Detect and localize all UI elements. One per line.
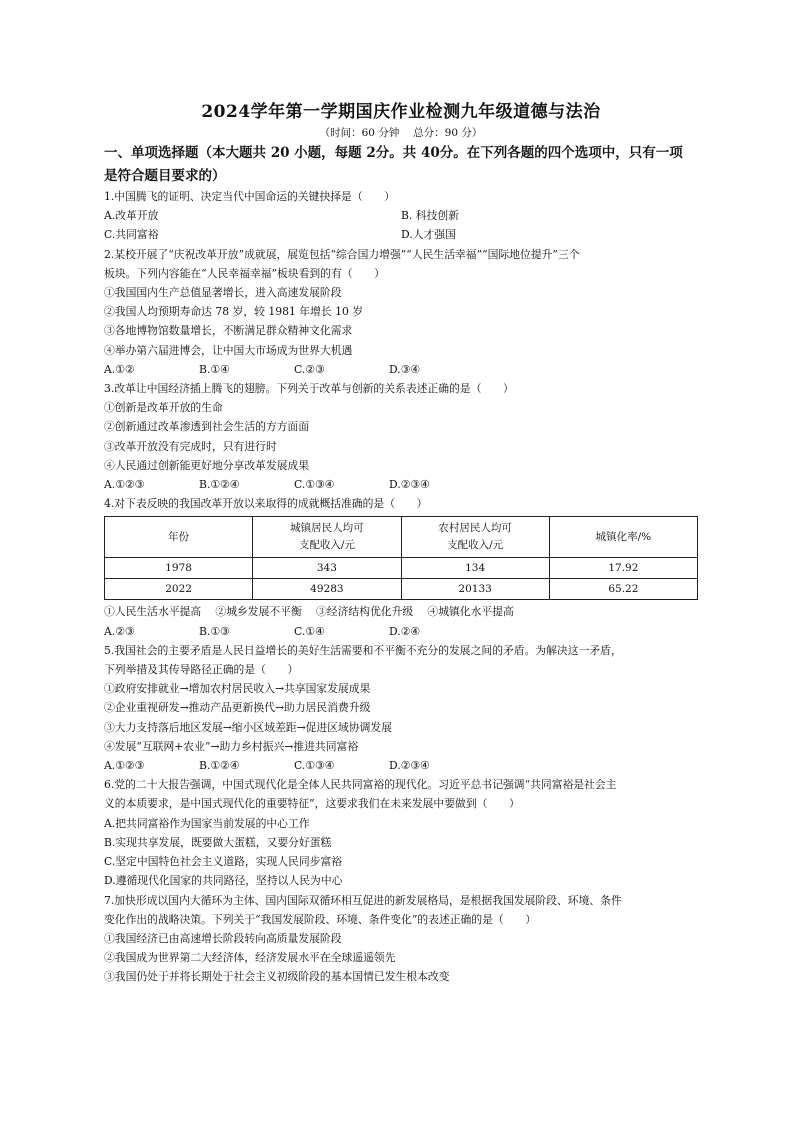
urban-income-header-text: 城镇居民人均可 支配收入/元 bbox=[290, 522, 364, 552]
table-header-urbanization: 城镇化率/% bbox=[549, 517, 697, 558]
q1-option-b: B. 科技创新 bbox=[401, 209, 459, 223]
table-cell: 134 bbox=[401, 558, 549, 579]
q1-option-d: D.人才强国 bbox=[401, 228, 456, 242]
q6-option-b: B.实现共享发展，既要做大蛋糕，又要分好蛋糕 bbox=[104, 835, 332, 849]
q4-option-b: B.①③ bbox=[199, 624, 230, 638]
q4-option-c: C.①④ bbox=[294, 624, 325, 638]
q5-option-a: A.①②③ bbox=[104, 759, 145, 773]
q5-statement-3: ③大力支持落后地区发展→缩小区域差距→促进区域协调发展 bbox=[104, 720, 393, 734]
q6-option-c: C.坚定中国特色社会主义道路，实现人民同步富裕 bbox=[104, 855, 343, 869]
q1-option-a: A.改革开放 bbox=[104, 209, 159, 223]
q7-statement-3: ③我国仍处于并将长期处于社会主义初级阶段的基本国情已发生根本改变 bbox=[104, 970, 450, 984]
q1-options-row2 bbox=[104, 225, 698, 244]
q6-stem-line2: 义的本质要求，是中国式现代化的重要特征”，这要求我们在未来发展中要做到（ ） bbox=[104, 797, 520, 811]
table-row bbox=[105, 558, 698, 579]
q3-statement-1: ①创新是改革开放的生命 bbox=[104, 401, 223, 415]
exam-title: 2024学年第一学期国庆作业检测九年级道德与法治 bbox=[201, 102, 601, 122]
q5-option-b: B.①②④ bbox=[199, 759, 240, 773]
q5-options bbox=[104, 756, 698, 775]
q7-stem-line2: 变化作出的战略决策。下列关于“我国发展阶段、环境、条件变化”的表述正确的是（ ） bbox=[104, 912, 537, 926]
q5-stem-line1: 5.我国社会的主要矛盾是人民日益增长的美好生活需要和不平衡不充分的发展之间的矛盾。为解决这一矛盾， bbox=[104, 643, 622, 657]
q7-statement-2: ②我国成为世界第二大经济体，经济发展水平在全球遥遥领先 bbox=[104, 951, 396, 965]
table-header-urban-income bbox=[253, 517, 401, 558]
q4-statements: ①人民生活水平提高 ②城乡发展不平衡 ③经济结构优化升级 ④城镇化水平提高 bbox=[104, 605, 514, 619]
q4-options bbox=[104, 622, 698, 641]
q5-statement-2: ②企业重视研发→推动产品更新换代→助力居民消费升级 bbox=[104, 701, 371, 715]
q2-option-b: B.①④ bbox=[199, 362, 230, 376]
table-header-row bbox=[105, 517, 698, 558]
q2-option-d: D.③④ bbox=[389, 362, 421, 376]
q4-data-table bbox=[104, 516, 698, 600]
q1-option-c: C.共同富裕 bbox=[104, 228, 159, 242]
q2-stem-line2: 板块。下列内容能在“人民幸福幸福”板块看到的有（ ） bbox=[104, 266, 385, 280]
table-header-rural-income bbox=[401, 517, 549, 558]
q2-option-c: C.②③ bbox=[294, 362, 325, 376]
q7-stem-line1: 7.加快形成以国内大循环为主体、国内国际双循环相互促进的新发展格局，是根据我国发展阶段、环境、条件 bbox=[104, 893, 622, 907]
q2-statement-1: ①我国国内生产总值显著增长，进入高速发展阶段 bbox=[104, 286, 342, 300]
q2-option-a: A.①② bbox=[104, 362, 135, 376]
table-cell: 20133 bbox=[401, 579, 549, 600]
q6-stem-line1: 6.党的二十大报告强调，中国式现代化是全体人民共同富裕的现代化。习近平总书记强调“共同富裕是社会主 bbox=[104, 778, 617, 792]
q3-statement-2: ②创新通过改革渗透到社会生活的方方面面 bbox=[104, 420, 310, 434]
q3-statement-3: ③改革开放没有完成时，只有进行时 bbox=[104, 439, 277, 453]
q2-statement-4: ④举办第六届进博会，让中国大市场成为世界大机遇 bbox=[104, 343, 353, 357]
q6-option-d: D.遵循现代化国家的共同路径，坚持以人民为中心 bbox=[104, 874, 343, 888]
q5-stem-line2: 下列举措及其传导路径正确的是（ ） bbox=[104, 663, 299, 677]
q3-stem: 3.改革让中国经济插上腾飞的翅膀。下列关于改革与创新的关系表述正确的是（ ） bbox=[104, 382, 514, 396]
q5-statement-1: ①政府安排就业→增加农村居民收入→共享国家发展成果 bbox=[104, 682, 371, 696]
q3-options bbox=[104, 475, 698, 494]
rural-income-header-text: 农村居民人均可 支配收入/元 bbox=[438, 522, 512, 552]
q2-stem-line1: 2.某校开展了“庆祝改革开放”成就展，展览包括“综合国力增强”“人民生活幸福”“国际地位提升”三个 bbox=[104, 247, 580, 261]
q1-options-row1 bbox=[104, 206, 698, 225]
table-cell: 65.22 bbox=[549, 579, 697, 600]
table-cell: 17.92 bbox=[549, 558, 697, 579]
q3-option-b: B.①②④ bbox=[199, 478, 240, 492]
table-cell: 1978 bbox=[105, 558, 253, 579]
q5-statement-4: ④发展“互联网+农业”→助力乡村振兴→推进共同富裕 bbox=[104, 739, 359, 753]
table-cell: 343 bbox=[253, 558, 401, 579]
q4-option-a: A.②③ bbox=[104, 624, 135, 638]
q4-stem: 4.对下表反映的我国改革开放以来取得的成就概括准确的是（ ） bbox=[104, 497, 428, 511]
section-heading-line2: 是符合题目要求的） bbox=[104, 168, 226, 184]
q2-statement-2: ②我国人均预期寿命达 78 岁，较 1981 年增长 10 岁 bbox=[104, 305, 364, 319]
table-cell: 2022 bbox=[105, 579, 253, 600]
q1-stem: 1.中国腾飞的证明、决定当代中国命运的关键抉择是（ ） bbox=[104, 190, 396, 203]
q6-option-a: A.把共同富裕作为国家当前发展的中心工作 bbox=[104, 816, 310, 830]
q3-option-c: C.①③④ bbox=[294, 478, 335, 492]
q3-statement-4: ④人民通过创新能更好地分享改革发展成果 bbox=[104, 458, 310, 472]
q3-option-d: D.②③④ bbox=[389, 478, 430, 492]
q3-option-a: A.①②③ bbox=[104, 478, 145, 492]
q5-option-d: D.②③④ bbox=[389, 759, 430, 773]
section-heading-line1: 一、单项选择题（本大题共 20 小题，每题 2分。共 40分。在下列各题的四个选项中，只有一项 bbox=[104, 145, 683, 161]
q4-option-d: D.②④ bbox=[389, 624, 421, 638]
q5-option-c: C.①③④ bbox=[294, 759, 335, 773]
table-cell: 49283 bbox=[253, 579, 401, 600]
table-header-year: 年份 bbox=[105, 517, 253, 558]
q7-statement-1: ①我国经济已由高速增长阶段转向高质量发展阶段 bbox=[104, 931, 342, 945]
table-row bbox=[105, 579, 698, 600]
exam-time-score: （时间：60 分钟 总分：90 分） bbox=[319, 127, 483, 139]
q2-statement-3: ③各地博物馆数量增长，不断满足群众精神文化需求 bbox=[104, 324, 353, 338]
q2-options bbox=[104, 360, 698, 379]
